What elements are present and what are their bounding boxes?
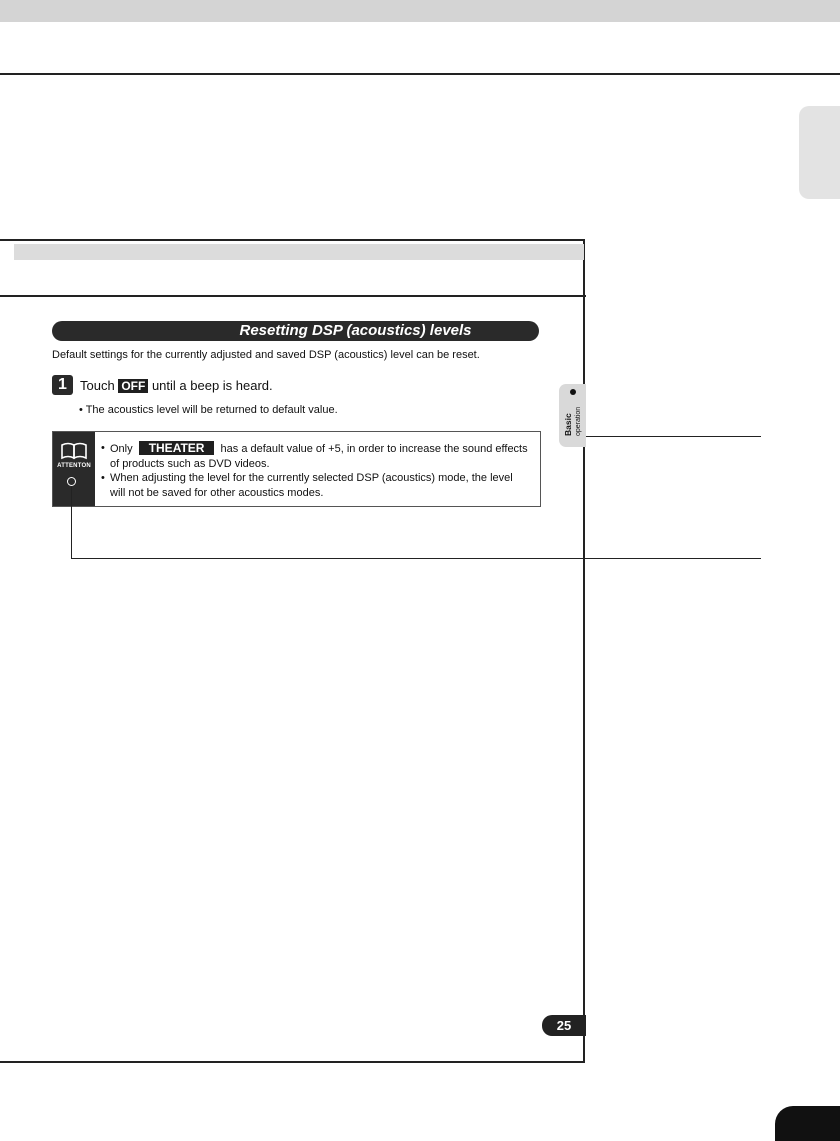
note-item-1: • Only THEATER has a default value of +5, in order to increase the sound effects of products such as DVD videos. (101, 441, 528, 470)
note-item-2: • When adjusting the level for the currently selected DSP (acoustics) mode, the level will not be saved for other acoustics modes. (101, 472, 513, 499)
page-header-rule (0, 73, 840, 75)
step-bullet: • The acoustics level will be returned to default value. (79, 404, 338, 416)
theater-key-badge: THEATER (139, 441, 215, 455)
callout-line-vertical (71, 486, 72, 559)
inner-page-band (14, 244, 584, 260)
attention-label: ATTENTON (57, 463, 91, 469)
outer-side-tab (799, 106, 840, 199)
note-item-1-text: has a default value of +5, in order to increase the sound effects of products such as DVD videos. (110, 443, 528, 470)
inner-header-rule (0, 295, 586, 297)
step-text-before: Touch (80, 378, 115, 393)
tab-dot-icon (570, 389, 576, 395)
callout-line-top (585, 436, 761, 437)
circle-marker-icon (67, 477, 76, 486)
step-text-after: until a beep is heard. (151, 378, 273, 393)
book-icon (60, 442, 88, 460)
page-number-badge: 25 (542, 1015, 586, 1036)
corner-tab (775, 1106, 840, 1141)
note-item-1-prefix: Only (110, 443, 133, 455)
inner-page-frame (0, 239, 585, 1063)
intro-text: Default settings for the currently adjusted and saved DSP (acoustics) level can be reset. (52, 349, 480, 361)
note-item-2-text: When adjusting the level for the currently selected DSP (acoustics) mode, the level will not be saved for other acoustics modes. (110, 472, 513, 499)
step-instruction (80, 378, 273, 394)
step-number: 1 (52, 375, 73, 395)
callout-line-bottom (71, 558, 761, 559)
basic-operation-tab-label (561, 388, 585, 438)
tab-line-1: Basic (563, 413, 573, 436)
page-top-band (0, 0, 840, 22)
attention-note-text (101, 441, 531, 500)
section-title: Resetting DSP (acoustics) levels (52, 321, 539, 341)
tab-line-2: operation (575, 406, 582, 436)
off-key-badge: OFF (118, 379, 148, 393)
